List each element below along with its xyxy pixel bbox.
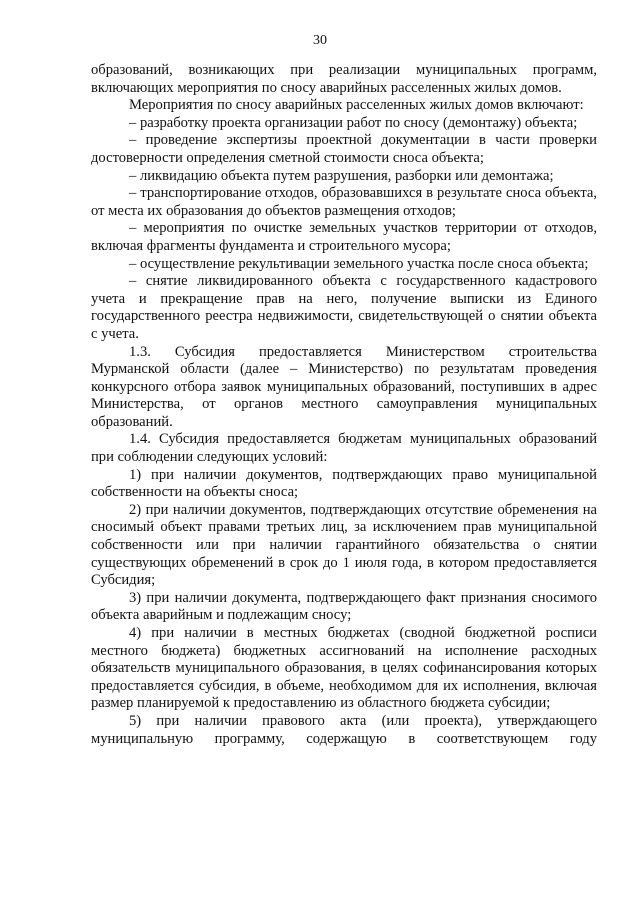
list-item: 4) при наличии в местных бюджетах (сводной бюджетной росписи местного бюджета) бюджетных ассигнований на исполнение расходных обязательств муниципального образования, в целях софинансирования которых предоставляется субсидия, в объеме, необходимом для их исполнения, включая размер планируемой к предоставлению из областного бюджета субсидии;	[91, 625, 597, 712]
document-body	[91, 62, 597, 748]
list-item: – проведение экспертизы проектной документации в части проверки достоверности определения сметной стоимости сноса объекта;	[91, 132, 597, 166]
list-item: – мероприятия по очистке земельных участков территории от отходов, включая фрагменты фундамента и строительного мусора;	[91, 220, 597, 254]
list-item: 1) при наличии документов, подтверждающих право муниципальной собственности на объекты сноса;	[91, 466, 597, 501]
paragraph: образований, возникающих при реализации муниципальных программ, включающих мероприятия по сносу аварийных расселенных жилых домов.	[91, 62, 597, 96]
paragraph: 1.4. Субсидия предоставляется бюджетам муниципальных образований при соблюдении следующих условий:	[91, 431, 597, 466]
list-item: – ликвидацию объекта путем разрушения, разборки или демонтажа;	[129, 167, 554, 184]
list-item: – осуществление рекультивации земельного участка после сноса объекта;	[129, 255, 589, 272]
list-item: 2) при наличии документов, подтверждающих отсутствие обременения на сносимый объект правами третьих лиц, за исключением прав муниципальной собственности или при наличии гарантийного обязательства о снятии существующих обременений в срок до 1 июля года, в котором предоставляется Субсидия;	[91, 501, 597, 589]
paragraph: 1.3. Субсидия предоставляется Министерством строительства Мурманской области (далее – Министерство) по результатам проведения конкурсного отбора заявок муниципальных образований, поступивших в адрес Министерства, от органов местного самоуправления муниципальных образований.	[91, 343, 597, 430]
list-item: 5) при наличии правового акта (или проекта), утверждающего муниципальную программу, содержащую в соответствующем году	[91, 712, 597, 747]
page-number: 30	[313, 33, 327, 48]
list-item: – снятие ликвидированного объекта с государственного кадастрового учета и прекращение прав на него, получение выписки из Единого государственного реестра недвижимости, свидетельствующей о снятии объекта с учета.	[91, 273, 597, 342]
list-item: 3) при наличии документа, подтверждающего факт признания сносимого объекта аварийным и подлежащим сносу;	[91, 589, 597, 624]
list-item: – транспортирование отходов, образовавшихся в результате сноса объекта, от места их образования до объектов размещения отходов;	[91, 185, 597, 219]
paragraph: Мероприятия по сносу аварийных расселенных жилых домов включают:	[129, 97, 584, 114]
list-item: – разработку проекта организации работ по сносу (демонтажу) объекта;	[129, 114, 578, 131]
